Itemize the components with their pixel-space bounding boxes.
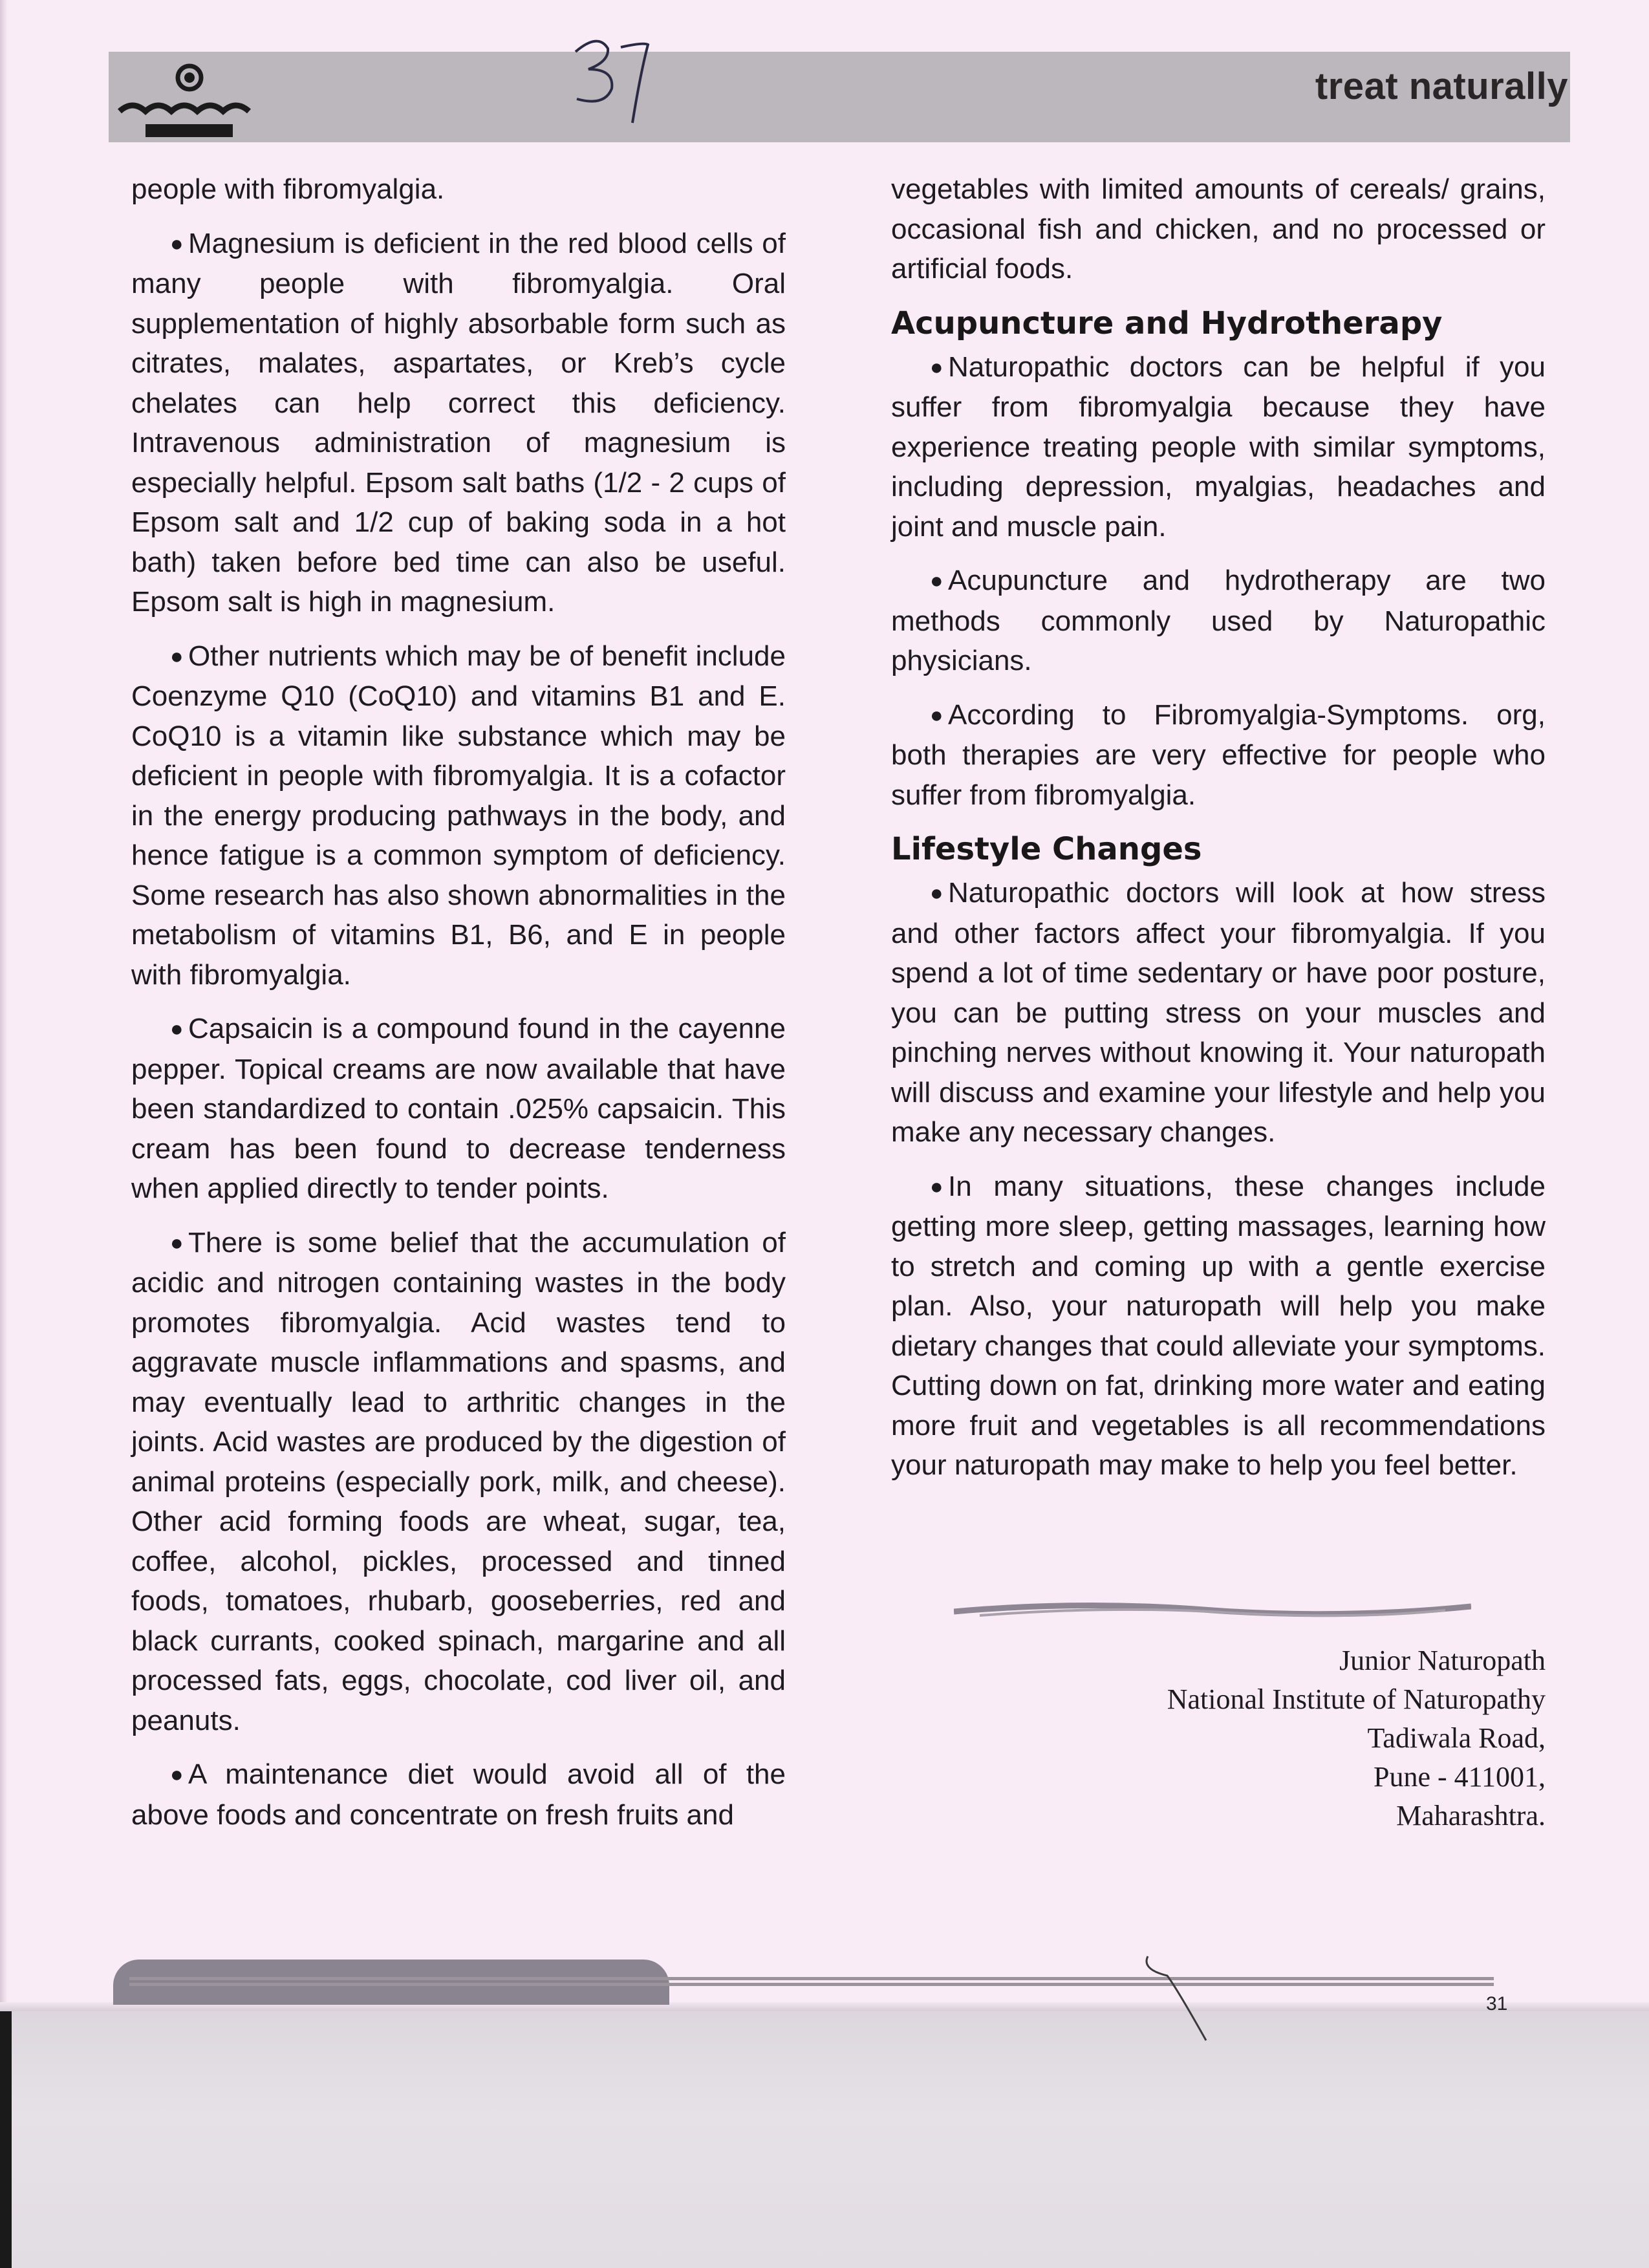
right-paragraph-changes-include: ● In many situations, these changes include getting more sleep, getting massages, learning how to stretch and coming up with a gentle exercise plan. Also, your naturopath will help you make dietary changes that could alleviate your symptoms. Cutting down on fat, drinking more water and eating more fruit and vegetables is all recommendations your naturopath may make to help you feel better.	[891, 1167, 1546, 1485]
section-title: treat naturally	[1315, 65, 1568, 107]
author-city: Pune - 411001,	[1373, 1761, 1546, 1793]
right-opening-text: vegetables with limited amounts of cereals/ grains, occasional fish and chicken, and no processed or artificial foods.	[891, 173, 1546, 285]
bullet-icon: ●	[930, 881, 943, 905]
left-column	[131, 169, 786, 1849]
left-paragraph-magnesium: ● Magnesium is deficient in the red blood cells of many people with fibromyalgia. Oral supplementation of highly absorbable form such as citrates, malates, aspartates, or Kreb’s cycle chelates can help correct this deficiency. Intravenous administration of magnesium is especially helpful. Epsom salt baths (1/2 - 2 cups of Epsom salt and 1/2 cup of baking soda in a hot bath) taken before bed time can also be useful. Epsom salt is high in magnesium.	[131, 224, 786, 622]
scanner-background	[0, 2011, 1649, 2268]
author-institute: National Institute of Naturopathy	[1167, 1683, 1546, 1715]
bullet-icon: ●	[170, 1762, 184, 1787]
bullet-icon: ●	[170, 231, 184, 256]
bullet-icon: ●	[930, 568, 943, 593]
left-paragraph-acid-wastes: ● There is some belief that the accumulation of acidic and nitrogen containing wastes in the body promotes fibromyalgia. Acid wastes tend to aggravate muscle inflammations and spasms, and may eventually lead to arthritic changes in the joints. Acid wastes are produced by the digestion of animal proteins (especially pork, milk, and cheese). Other acid forming foods are wheat, sugar, tea, coffee, alcohol, pickles, processed and tinned foods, tomatoes, rhubarb, gooseberries, red and black currants, cooked spinach, margarine and all processed fats, eggs, chocolate, cod liver oil, and peanuts.	[131, 1223, 786, 1741]
author-role: Junior Naturopath	[1339, 1645, 1546, 1676]
author-signature-block	[964, 1641, 1546, 1835]
right-column	[891, 169, 1546, 1500]
left-opening-text: people with fibromyalgia.	[131, 173, 445, 205]
scanner-edge-strip	[0, 2011, 12, 2268]
footer-rule	[129, 1976, 1494, 1989]
author-state: Maharashtra.	[1396, 1800, 1546, 1831]
pen-mark	[1141, 1950, 1212, 2047]
magazine-logo-icon	[113, 59, 268, 144]
author-street: Tadiwala Road,	[1367, 1722, 1546, 1754]
right-paragraph-two-methods: ● Acupuncture and hydrotherapy are two methods commonly used by Naturopathic physicians.	[891, 561, 1546, 681]
page-number: 31	[1486, 1993, 1508, 2014]
bullet-icon: ●	[930, 702, 943, 728]
bullet-icon: ●	[170, 1017, 184, 1041]
handwritten-page-mark	[569, 29, 660, 126]
heading-lifestyle-changes: Lifestyle Changes	[891, 831, 1202, 867]
right-paragraph-naturopathic-doctors: ● Naturopathic doctors can be helpful if you suffer from fibromyalgia because they have experience treating people with similar symptoms, including depression, myalgias, headaches and joint and muscle pain.	[891, 347, 1546, 547]
bullet-icon: ●	[930, 1174, 943, 1199]
bullet-icon: ●	[170, 1230, 184, 1255]
left-paragraph-nutrients: ● Other nutrients which may be of benefit include Coenzyme Q10 (CoQ10) and vitamins B1 and E. CoQ10 is a vitamin like substance which may be deficient in people with fibromyalgia. It is a cofactor in the energy producing pathways in the body, and hence fatigue is a common symptom of deficiency. Some research has also shown abnormalities in the metabolism of vitamins B1, B6, and E in people with fibromyalgia.	[131, 636, 786, 995]
bullet-icon: ●	[170, 643, 184, 669]
heading-acupuncture-hydrotherapy: Acupuncture and Hydrotherapy	[891, 305, 1443, 341]
left-paragraph-capsaicin: ● Capsaicin is a compound found in the cayenne pepper. Topical creams are now available that have been standardized to contain .025% capsaicin. This cream has been found to decrease tenderness when applied directly to tender points.	[131, 1009, 786, 1209]
bullet-icon: ●	[930, 354, 943, 380]
left-paragraph-maintenance-diet: ● A maintenance diet would avoid all of the above foods and concentrate on fresh fruits and	[131, 1755, 786, 1835]
right-paragraph-both-therapies: ● According to Fibromyalgia-Symptoms. org, both therapies are very effective for people who suffer from fibromyalgia.	[891, 695, 1546, 815]
divider-swash	[954, 1596, 1471, 1622]
right-paragraph-stress-factors: ● Naturopathic doctors will look at how stress and other factors affect your fibromyalgia. If you spend a lot of time sedentary or have poor posture, you can be putting stress on your muscles and pinching nerves without knowing it. Your naturopath will discuss and examine your lifestyle and help you make any necessary changes.	[891, 873, 1546, 1152]
paper-left-shadow	[0, 0, 8, 2011]
